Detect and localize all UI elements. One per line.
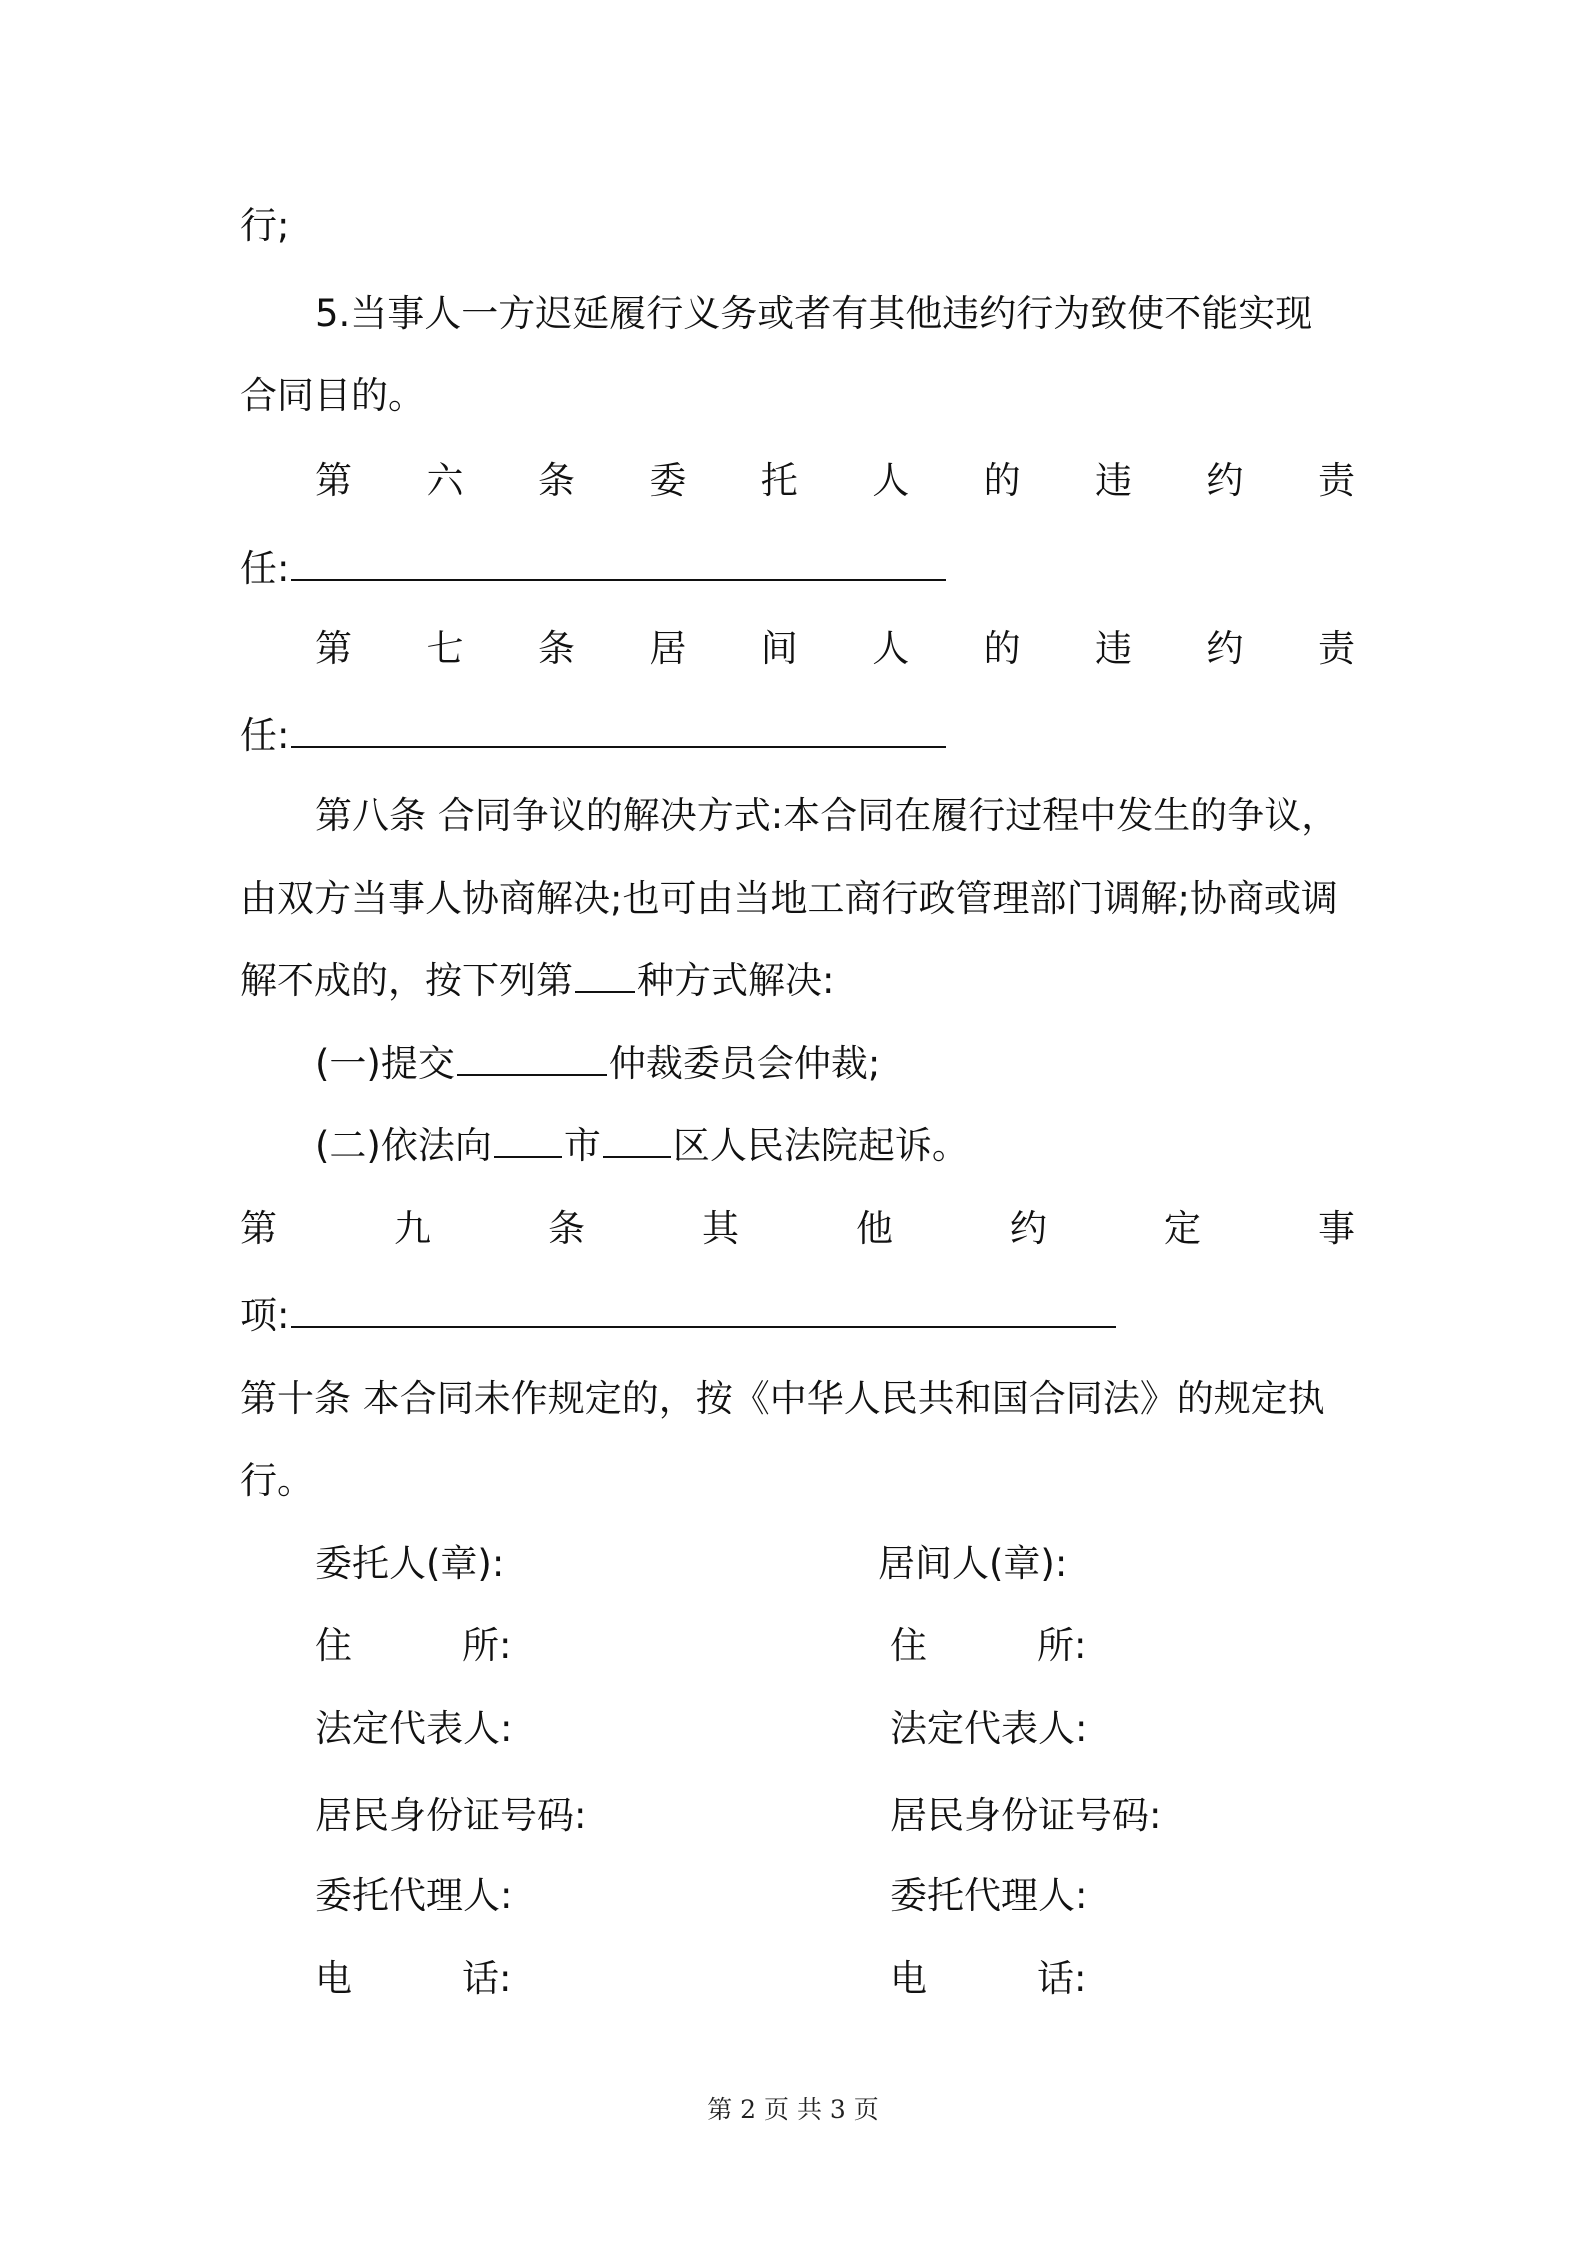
text: 住 — [315, 1624, 352, 1667]
text: 市 — [563, 1124, 601, 1167]
word: 人 — [872, 627, 910, 670]
word: 的 — [983, 627, 1021, 670]
text: 电 — [315, 1957, 352, 2000]
principal-agent-label: 委托代理人: — [315, 1874, 513, 1917]
article-8-line-1: 第八条 合同争议的解决方式:本合同在履行过程中发生的争议， — [315, 794, 1339, 837]
text: 区人民法院起诉。 — [672, 1124, 969, 1167]
word: 约 — [1206, 459, 1244, 502]
text: 话: — [462, 1957, 512, 2000]
text: 电 — [890, 1957, 927, 2000]
word: 七 — [426, 627, 464, 670]
fill-blank — [291, 545, 946, 581]
text: 解不成的，按下列第 — [240, 959, 573, 1002]
label: 项: — [240, 1294, 290, 1337]
text-line: 合同目的。 — [240, 374, 425, 417]
text: 所: — [1037, 1624, 1087, 1667]
word: 违 — [1095, 627, 1133, 670]
fill-blank — [575, 957, 635, 993]
word: 责 — [1317, 459, 1355, 502]
fill-blank — [291, 712, 946, 748]
word: 违 — [1095, 459, 1133, 502]
article-6-heading — [315, 455, 1355, 507]
word: 他 — [856, 1207, 893, 1250]
word: 事 — [1318, 1207, 1355, 1250]
principal-id-number-label: 居民身份证号码: — [315, 1794, 587, 1837]
article-7-tail — [240, 710, 948, 762]
page-number: 第 2 页 共 3 页 — [707, 2095, 879, 2124]
fill-blank — [291, 1292, 1116, 1328]
article-6-tail — [240, 543, 948, 595]
text: 仲裁委员会仲裁; — [608, 1042, 881, 1085]
fill-blank — [457, 1040, 607, 1076]
principal-seal-label: 委托人(章): — [315, 1542, 505, 1585]
text-line: 5.当事人一方迟延履行义务或者有其他违约行为致使不能实现 — [315, 292, 1313, 335]
text: 种方式解决: — [637, 959, 835, 1002]
text: (二)依法向 — [315, 1124, 492, 1167]
word: 的 — [983, 459, 1021, 502]
word: 委 — [649, 459, 687, 502]
word: 人 — [872, 459, 910, 502]
label: 任: — [240, 714, 290, 757]
word: 约 — [1206, 627, 1244, 670]
broker-seal-label: 居间人(章): — [878, 1542, 1068, 1585]
word: 居 — [649, 627, 687, 670]
article-10-line-2: 行。 — [240, 1459, 314, 1502]
fill-blank — [603, 1122, 671, 1158]
word: 条 — [537, 627, 575, 670]
word: 第 — [315, 459, 352, 502]
text: (一)提交 — [315, 1042, 455, 1085]
article-9-tail — [240, 1290, 1118, 1342]
text-line: 行; — [240, 204, 290, 247]
broker-id-number-label: 居民身份证号码: — [890, 1794, 1162, 1837]
broker-legal-rep-label: 法定代表人: — [890, 1707, 1088, 1750]
article-8-line-3 — [240, 955, 834, 1007]
article-8-line-2: 由双方当事人协商解决;也可由当地工商行政管理部门调解;协商或调 — [240, 877, 1338, 920]
broker-address-label — [890, 1620, 1086, 1672]
option-1 — [315, 1038, 880, 1090]
fill-blank — [494, 1122, 562, 1158]
word: 约 — [1010, 1207, 1047, 1250]
text: 话: — [1037, 1957, 1087, 2000]
option-2 — [315, 1120, 969, 1172]
word: 第 — [315, 627, 352, 670]
text: 所: — [462, 1624, 512, 1667]
text: 住 — [890, 1624, 927, 1667]
principal-address-label — [315, 1620, 511, 1672]
word: 间 — [760, 627, 798, 670]
word: 托 — [760, 459, 798, 502]
principal-legal-rep-label: 法定代表人: — [315, 1707, 513, 1750]
word: 责 — [1317, 627, 1355, 670]
broker-agent-label: 委托代理人: — [890, 1874, 1088, 1917]
word: 六 — [426, 459, 464, 502]
word: 条 — [548, 1207, 585, 1250]
article-7-heading — [315, 623, 1355, 675]
article-9-heading — [240, 1203, 1355, 1255]
principal-phone-label — [315, 1953, 511, 2005]
broker-phone-label — [890, 1953, 1086, 2005]
word: 其 — [702, 1207, 739, 1250]
word: 九 — [394, 1207, 431, 1250]
word: 定 — [1164, 1207, 1201, 1250]
label: 任: — [240, 547, 290, 590]
article-10-line-1: 第十条 本合同未作规定的，按《中华人民共和国合同法》的规定执 — [240, 1377, 1325, 1420]
word: 第 — [240, 1207, 277, 1250]
word: 条 — [537, 459, 575, 502]
